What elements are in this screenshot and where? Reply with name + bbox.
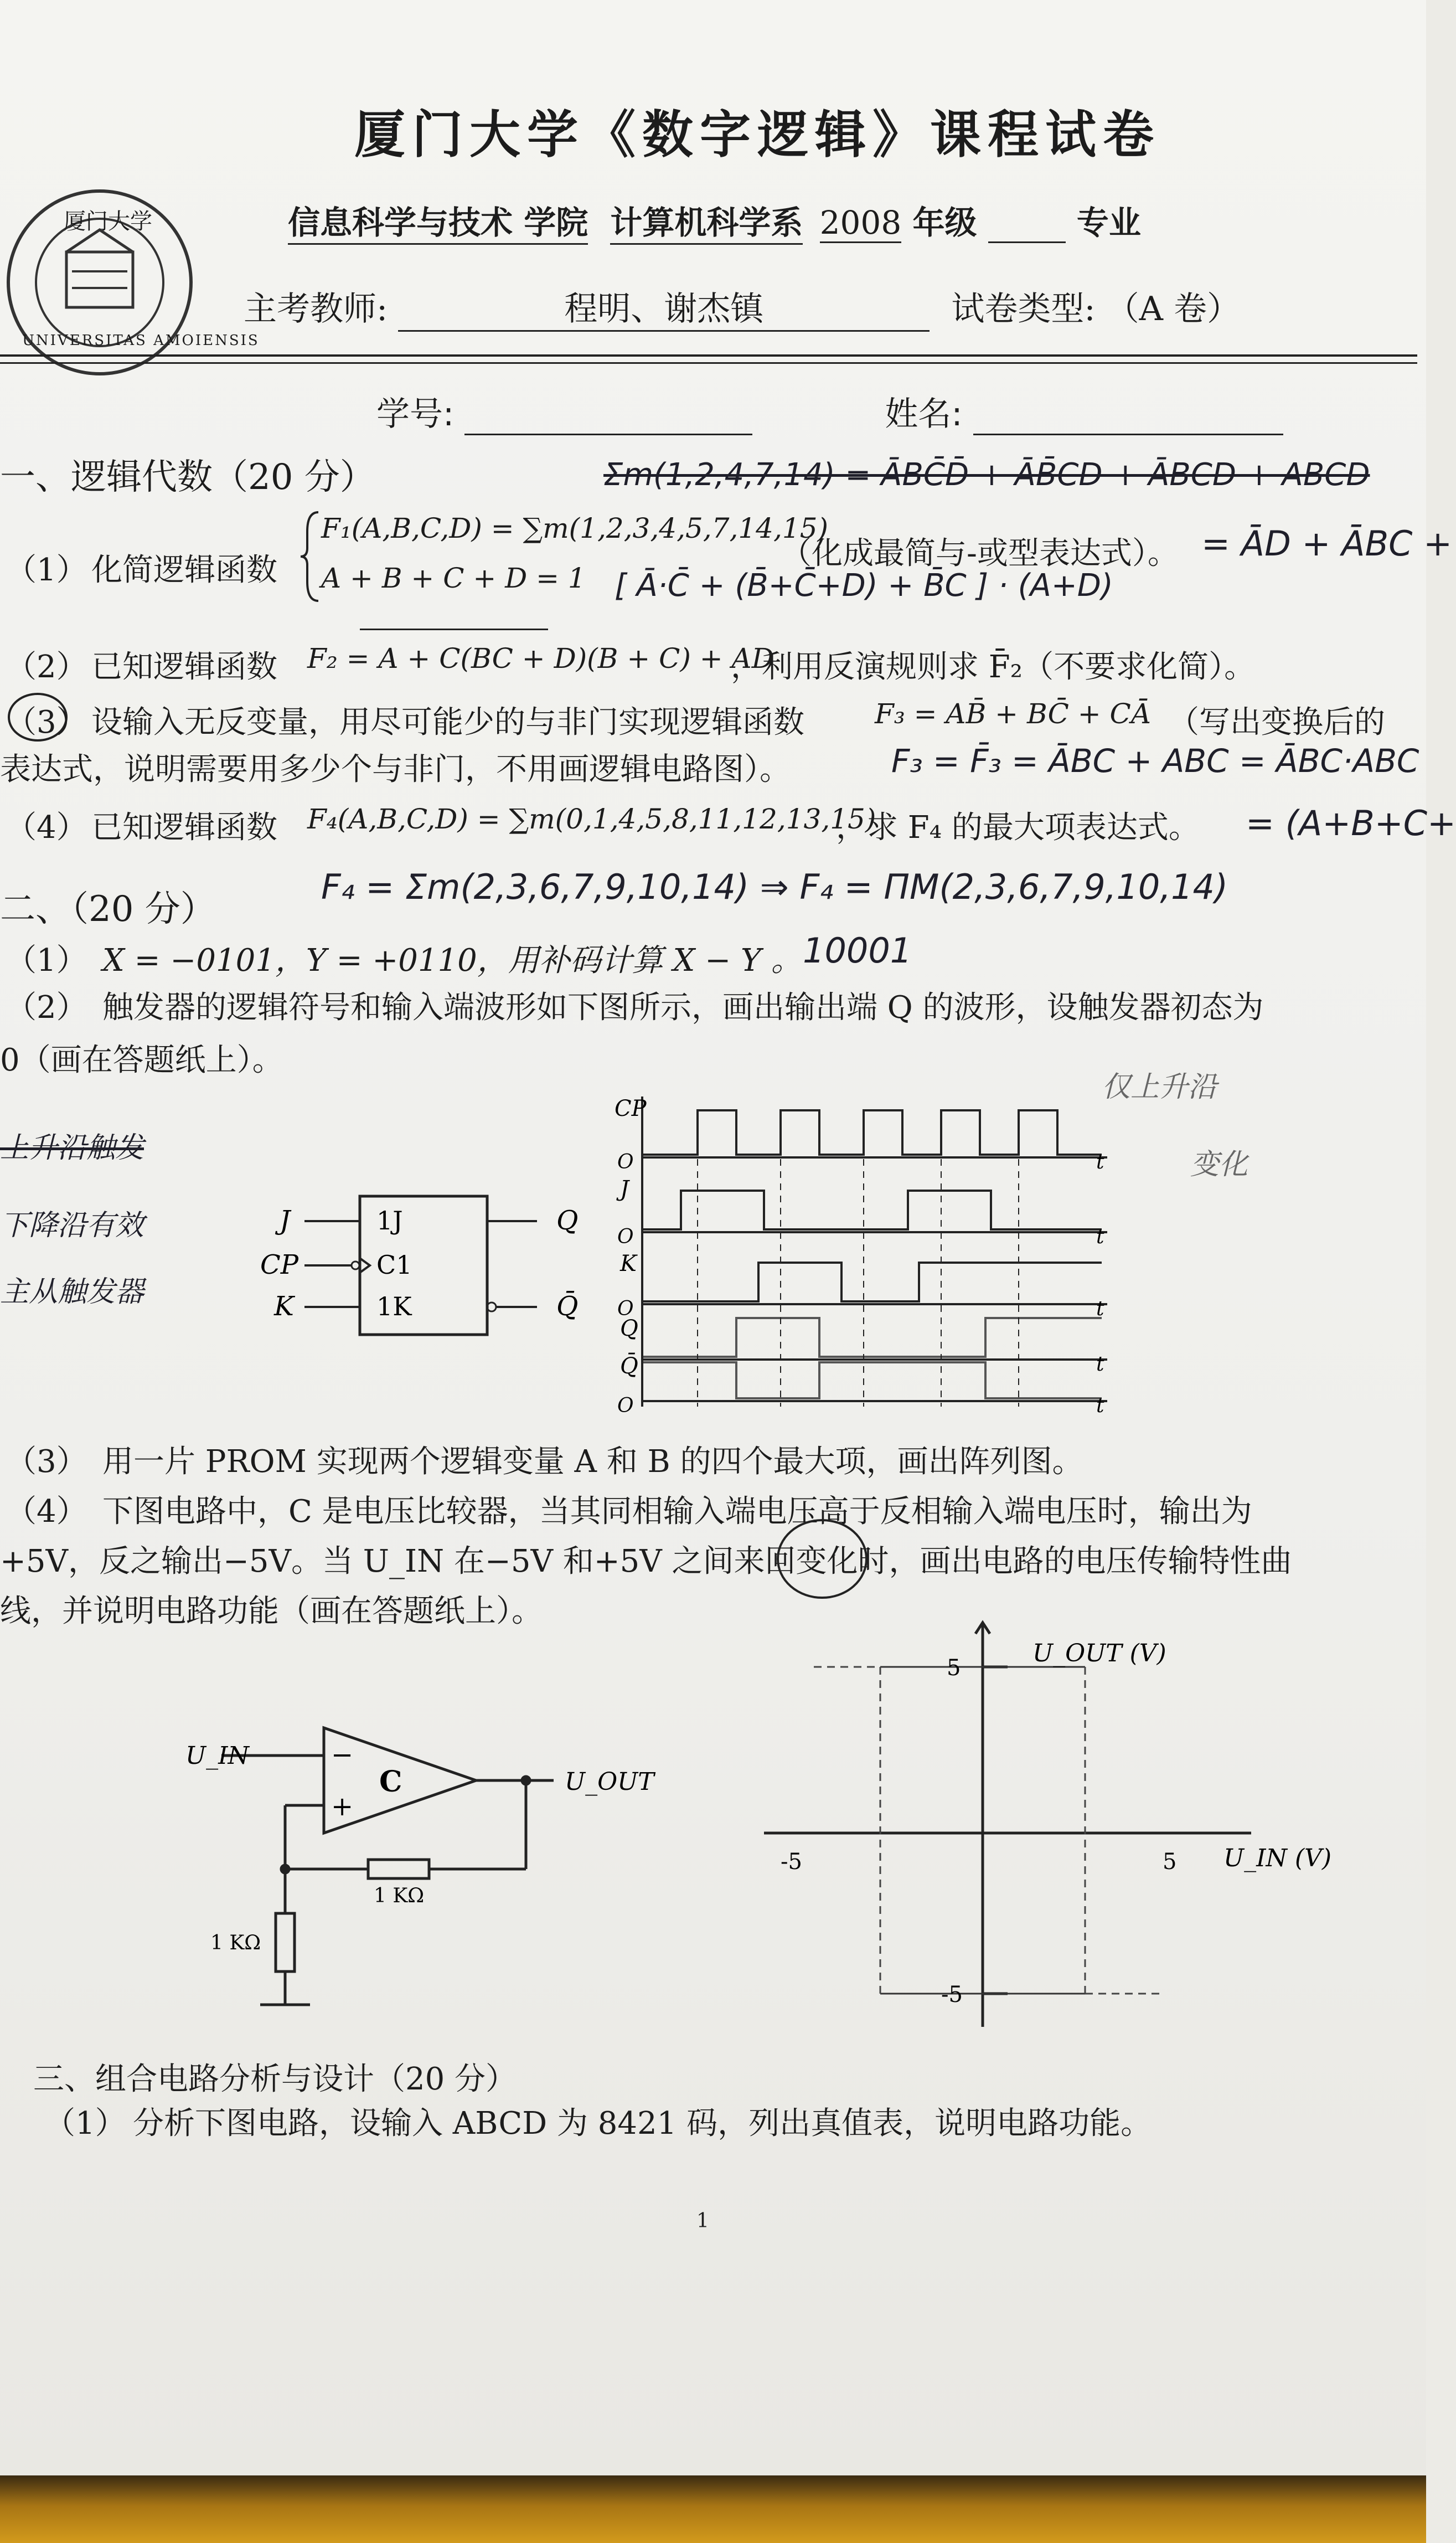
wave-t-4: t xyxy=(1096,1353,1104,1376)
wave-t-2: t xyxy=(1096,1226,1104,1248)
s2-q4-text: 下图电路中，C 是电压比较器，当其同相输入端电压高于反相输入端电压时，输出为 xyxy=(102,1494,1252,1530)
s1-q1-text: 化简逻辑函数 xyxy=(91,552,277,588)
s1-q4-text: 已知逻辑函数 xyxy=(91,810,277,846)
major-label: 专业 xyxy=(1076,204,1141,241)
s2-q2-text: 触发器的逻辑符号和输入端波形如下图所示，画出输出端 Q 的波形，设触发器初态为 xyxy=(102,990,1264,1026)
teacher-label: 主考教师: xyxy=(244,290,388,328)
s2-q1-hand-answer: 10001 xyxy=(803,930,912,971)
plus-input: + xyxy=(331,1791,354,1822)
s1-q2-text: 已知逻辑函数 xyxy=(91,649,277,685)
hand-note-right-1: 仅上升沿 xyxy=(1102,1070,1217,1104)
transfer-plot xyxy=(753,1617,1332,2038)
plot-y-bot: -5 xyxy=(941,1982,963,2007)
s1-q3-tail: （写出变换后的 xyxy=(1168,704,1385,740)
q4-hand-work-2: F₄ = Σm(2,3,6,7,9,10,14) ⇒ F₄ = ΠM(2,3,6,7,9,10,14) xyxy=(321,867,1228,907)
s2-q4-number: （4） xyxy=(6,1494,87,1530)
s2-q4-line2: +5V，反之输出−5V。当 U_IN 在−5V 和+5V 之间来回变化时，画出电路的电压传输特性曲 xyxy=(0,1543,1292,1579)
pin-k: K xyxy=(274,1291,294,1322)
s3-q1-number: （1） xyxy=(44,2106,126,2142)
q1-hand-work-2: = ĀD + ĀBC + xyxy=(1201,523,1453,564)
exam-title: 厦门大学《数字逻辑》课程试卷 xyxy=(354,105,1161,164)
header-rule-1 xyxy=(0,354,1417,357)
wave-t-3: t xyxy=(1096,1298,1104,1320)
dept-name: 计算机科学系 xyxy=(610,197,803,245)
s1-q2-number: （2） xyxy=(6,649,87,685)
teacher-names: 程明、谢杰镇 xyxy=(398,282,930,332)
s1-q4-tail: ，求 F₄ 的最大项表达式。 xyxy=(836,810,1200,846)
s1-q2-tail: ，利用反演规则求 F̄₂（不要求化简）。 xyxy=(731,649,1256,685)
q3-hand-work: F₃ = F̄₃ = ĀBC + ABC = ĀBC·ABC xyxy=(891,742,1419,780)
plot-ylabel: U_OUT (V) xyxy=(1032,1639,1166,1667)
student-id-label: 学号: xyxy=(376,395,455,434)
s1-q1-number: （1） xyxy=(6,552,87,588)
s1-q3-text: 设输入无反变量，用尽可能少的与非门实现逻辑函数 xyxy=(91,704,804,740)
overline-mark xyxy=(360,629,548,630)
s1-q2-eq: F₂ = A + C(BC + D)(B + C) + AD xyxy=(307,642,774,675)
s2-q2-line2: 0（画在答题纸上）。 xyxy=(0,1042,283,1078)
s1-q4-number: （4） xyxy=(6,810,87,846)
s1-q4-eq: F₄(A,B,C,D) = ∑m(0,1,4,5,8,11,12,13,15) xyxy=(307,803,876,835)
resistor-1-label: 1 KΩ xyxy=(374,1885,425,1907)
hand-note-left-3: 主从触发器 xyxy=(0,1275,144,1309)
wave-t-5: t xyxy=(1096,1394,1104,1417)
waveform-diagram xyxy=(609,1085,1118,1418)
pin-j: J xyxy=(280,1205,291,1236)
hand-note-left-2: 下降沿有效 xyxy=(0,1209,144,1242)
output-q: Q xyxy=(556,1205,579,1236)
header-rule-2 xyxy=(0,362,1417,364)
paper-type-value: （A 卷） xyxy=(1106,290,1241,328)
name-label: 姓名: xyxy=(885,395,963,434)
section1-heading: 一、逻辑代数（20 分） xyxy=(0,457,375,498)
s1-q1-eq2: A + B + C + D = 1 xyxy=(321,562,586,594)
s1-q3-eq: F₃ = AB̄ + BC̄ + CĀ xyxy=(875,698,1151,730)
s3-q1-text: 分析下图电路，设输入 ABCD 为 8421 码，列出真值表，说明电路功能。 xyxy=(133,2106,1152,2142)
seal-top-text: 厦门大学 xyxy=(64,209,152,234)
seal-ring-text: UNIVERSITAS AMOIENSIS xyxy=(22,332,260,349)
name-field[interactable] xyxy=(973,395,1283,435)
s2-q3-text: 用一片 PROM 实现两个逻辑变量 A 和 B 的四个最大项，画出阵列图。 xyxy=(102,1444,1083,1480)
wave-origin-3: O xyxy=(617,1298,634,1320)
label-c1: C1 xyxy=(376,1250,412,1280)
circle-mark xyxy=(772,1515,872,1603)
system-brace xyxy=(299,509,321,604)
wave-label-q: Q xyxy=(620,1316,638,1341)
label-1k: 1K xyxy=(376,1291,412,1321)
plot-x-left: -5 xyxy=(781,1849,802,1875)
student-id-field[interactable] xyxy=(464,395,752,435)
pin-cp: CP xyxy=(260,1249,299,1280)
label-1j: 1J xyxy=(376,1206,403,1236)
jk-flipflop-symbol xyxy=(249,1174,603,1351)
paper-type-label: 试卷类型: xyxy=(951,290,1096,328)
s2-q2-number: （2） xyxy=(6,990,87,1026)
wave-origin-1: O xyxy=(617,1151,634,1173)
grade-label: 年级 xyxy=(912,204,977,241)
comparator-circuit xyxy=(183,1695,681,2038)
minus-input: − xyxy=(331,1739,354,1770)
s1-q3-line2: 表达式，说明需要用多少个与非门，不用画逻辑电路图）。 xyxy=(0,751,791,787)
wave-label-cp: CP xyxy=(615,1096,647,1121)
q1-hand-work-3: [ Ā·C̄ + (B̄+C̄+D) + B̄C ] · (A+D) xyxy=(615,568,1113,604)
wave-label-q-bar: Q̄ xyxy=(620,1353,638,1379)
section3-heading: 三、组合电路分析与设计（20 分） xyxy=(33,2061,517,2097)
s2-q4-line3: 线，并说明电路功能（画在答题纸上）。 xyxy=(0,1593,543,1629)
wave-t-1: t xyxy=(1096,1151,1104,1173)
wave-label-j: J xyxy=(620,1176,629,1202)
plot-xlabel: U_IN (V) xyxy=(1223,1844,1332,1872)
school-name: 信息科学与技术 学院 xyxy=(288,197,588,245)
uout-label: U_OUT xyxy=(565,1768,654,1796)
q4-hand-work: = (A+B+C+ xyxy=(1246,803,1456,843)
s2-q1-text: X = −0101，Y = +0110，用补码计算 X − Y 。 xyxy=(102,943,802,979)
q1-hand-work-1: Σm(1,2,4,7,14) = ĀBC̄D̄ + ĀB̄CD + ĀBCD + ABCD xyxy=(603,457,1370,493)
uin-label: U_IN xyxy=(185,1742,249,1770)
s1-q1-eq1: F₁(A,B,C,D) = ∑m(1,2,3,4,5,7,14,15) xyxy=(321,512,829,544)
s1-q1-note: （化成最简与-或型表达式）。 xyxy=(781,536,1179,572)
page-number: 1 xyxy=(696,2210,709,2232)
hand-note-right-2: 变化 xyxy=(1190,1148,1248,1181)
year-value: 2008 xyxy=(820,204,902,243)
section2-heading: 二、（20 分） xyxy=(0,889,216,930)
wave-origin-2: O xyxy=(617,1226,634,1248)
hand-note-left-1: 上升沿触发 xyxy=(0,1131,144,1165)
plot-y-top: 5 xyxy=(947,1655,961,1681)
plot-x-right: 5 xyxy=(1163,1849,1177,1875)
wave-label-k: K xyxy=(620,1251,637,1276)
wave-origin-4: O xyxy=(617,1394,634,1417)
table-surface xyxy=(0,2475,1426,2543)
output-q-bar: Q̄ xyxy=(556,1291,579,1322)
resistor-2-label: 1 KΩ xyxy=(210,1932,261,1954)
s1-q3-number: （3） xyxy=(6,704,87,740)
s2-q3-number: （3） xyxy=(6,1444,87,1480)
comparator-label: C xyxy=(379,1765,402,1799)
s2-q1-number: （1） xyxy=(6,943,87,979)
